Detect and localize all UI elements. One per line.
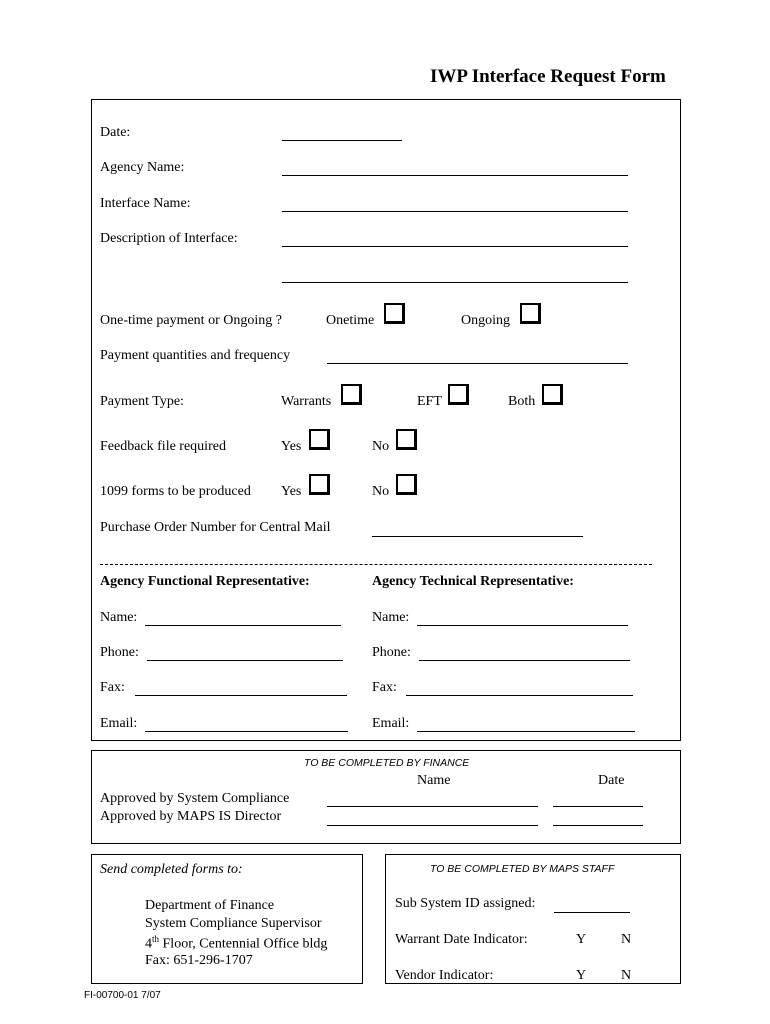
description-label: Description of Interface: bbox=[100, 231, 238, 246]
functional-phone-label: Phone: bbox=[100, 645, 139, 660]
functional-fax-label: Fax: bbox=[100, 680, 125, 695]
technical-name-label: Name: bbox=[372, 610, 410, 625]
floor-suffix: th bbox=[152, 934, 160, 944]
maps-staff-heading: TO BE COMPLETED BY MAPS STAFF bbox=[430, 863, 615, 875]
agency-name-label: Agency Name: bbox=[100, 160, 185, 175]
functional-rep-heading: Agency Functional Representative: bbox=[100, 574, 310, 589]
forms-1099-no-checkbox[interactable] bbox=[396, 474, 417, 495]
forms-1099-yes-checkbox[interactable] bbox=[309, 474, 330, 495]
functional-email-label: Email: bbox=[100, 716, 138, 731]
interface-name-label: Interface Name: bbox=[100, 196, 191, 211]
approved-director-date-field[interactable] bbox=[553, 825, 643, 826]
description-field-line-1[interactable] bbox=[282, 246, 628, 247]
approved-compliance-date-field[interactable] bbox=[553, 806, 643, 807]
technical-fax-field[interactable] bbox=[406, 695, 633, 696]
vendor-y[interactable]: Y bbox=[576, 968, 587, 983]
warrant-date-y[interactable]: Y bbox=[576, 932, 587, 947]
finance-heading: TO BE COMPLETED BY FINANCE bbox=[304, 757, 470, 769]
eft-checkbox[interactable] bbox=[448, 384, 469, 405]
onetime-checkbox[interactable] bbox=[384, 303, 405, 324]
forms-1099-label: 1099 forms to be produced bbox=[100, 484, 251, 499]
feedback-yes-label: Yes bbox=[281, 439, 302, 454]
send-address-line1: Department of Finance bbox=[145, 898, 275, 913]
feedback-no-checkbox[interactable] bbox=[396, 429, 417, 450]
technical-name-field[interactable] bbox=[417, 625, 628, 626]
warrant-date-n[interactable]: N bbox=[621, 932, 632, 947]
send-heading: Send completed forms to: bbox=[100, 862, 243, 877]
ongoing-checkbox[interactable] bbox=[520, 303, 541, 324]
onetime-label: Onetime bbox=[326, 313, 375, 328]
feedback-label: Feedback file required bbox=[100, 439, 226, 454]
description-field-line-2[interactable] bbox=[282, 282, 628, 283]
floor-number: 4 bbox=[145, 936, 152, 952]
technical-email-field[interactable] bbox=[417, 731, 635, 732]
ongoing-label: Ongoing bbox=[461, 313, 510, 328]
both-checkbox[interactable] bbox=[542, 384, 563, 405]
approved-compliance-label: Approved by System Compliance bbox=[100, 791, 290, 806]
technical-phone-label: Phone: bbox=[372, 645, 411, 660]
technical-rep-heading: Agency Technical Representative: bbox=[372, 574, 574, 589]
vendor-label: Vendor Indicator: bbox=[395, 968, 494, 983]
subsystem-field[interactable] bbox=[554, 912, 630, 913]
payment-type-label: Payment Type: bbox=[100, 394, 184, 409]
eft-label: EFT bbox=[417, 394, 442, 409]
date-label: Date: bbox=[100, 125, 131, 140]
payment-quantities-field[interactable] bbox=[327, 363, 628, 364]
functional-name-label: Name: bbox=[100, 610, 138, 625]
vendor-n[interactable]: N bbox=[621, 968, 632, 983]
technical-email-label: Email: bbox=[372, 716, 410, 731]
payment-question-label: One-time payment or Ongoing ? bbox=[100, 313, 282, 328]
finance-name-column: Name bbox=[417, 773, 451, 788]
approved-director-label: Approved by MAPS IS Director bbox=[100, 809, 282, 824]
date-field[interactable] bbox=[282, 140, 402, 141]
approved-director-name-field[interactable] bbox=[327, 825, 538, 826]
approved-compliance-name-field[interactable] bbox=[327, 806, 538, 807]
functional-email-field[interactable] bbox=[145, 731, 348, 732]
maps-staff-section-box bbox=[385, 854, 681, 984]
technical-phone-field[interactable] bbox=[419, 660, 630, 661]
forms-1099-no-label: No bbox=[372, 484, 390, 499]
send-fax: Fax: 651-296-1707 bbox=[145, 953, 253, 968]
both-label: Both bbox=[508, 394, 536, 409]
feedback-no-label: No bbox=[372, 439, 390, 454]
po-number-label: Purchase Order Number for Central Mail bbox=[100, 520, 331, 535]
interface-name-field[interactable] bbox=[282, 211, 628, 212]
technical-fax-label: Fax: bbox=[372, 680, 397, 695]
functional-phone-field[interactable] bbox=[147, 660, 343, 661]
warrant-date-label: Warrant Date Indicator: bbox=[395, 932, 528, 947]
section-separator bbox=[100, 564, 652, 565]
forms-1099-yes-label: Yes bbox=[281, 484, 302, 499]
floor-rest: Floor, Centennial Office bldg bbox=[159, 936, 328, 952]
send-address-line2: System Compliance Supervisor bbox=[145, 916, 322, 931]
functional-fax-field[interactable] bbox=[135, 695, 347, 696]
po-number-field[interactable] bbox=[372, 536, 583, 537]
functional-name-field[interactable] bbox=[145, 625, 341, 626]
send-address-line3 bbox=[145, 934, 327, 953]
payment-quantities-label: Payment quantities and frequency bbox=[100, 348, 291, 363]
form-title: IWP Interface Request Form bbox=[430, 66, 666, 87]
agency-name-field[interactable] bbox=[282, 175, 628, 176]
finance-date-column: Date bbox=[598, 773, 625, 788]
form-number-footer: FI-00700-01 7/07 bbox=[84, 990, 161, 1001]
warrants-label: Warrants bbox=[281, 394, 332, 409]
feedback-yes-checkbox[interactable] bbox=[309, 429, 330, 450]
warrants-checkbox[interactable] bbox=[341, 384, 362, 405]
subsystem-label: Sub System ID assigned: bbox=[395, 896, 536, 911]
